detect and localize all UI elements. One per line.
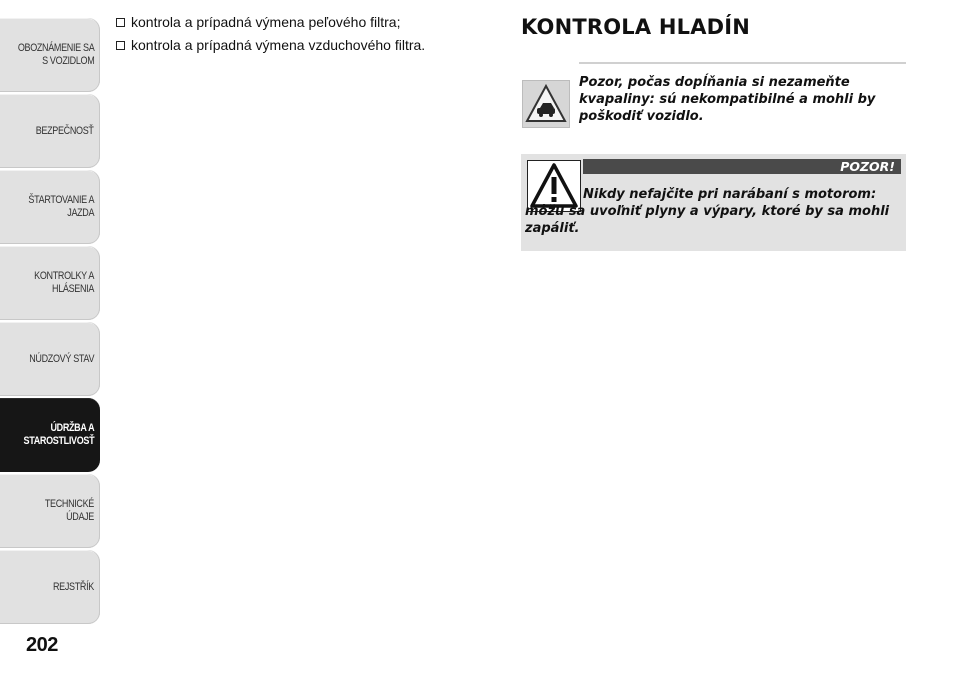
page-number: 202 (26, 634, 58, 656)
warning-box (521, 154, 906, 251)
tab-label: NÚDZOVÝ STAV (29, 352, 94, 365)
divider (579, 62, 906, 64)
warning-title: POZOR! (583, 159, 901, 174)
tab-label: ŠTARTOVANIE A JAZDA (28, 194, 94, 219)
list-item-text: kontrola a prípadná výmena vzduchového filtra. (131, 37, 426, 53)
right-column (521, 14, 906, 236)
tab-label: BEZPEČNOSŤ (36, 124, 94, 137)
tab-udrzba[interactable] (0, 398, 100, 472)
tab-label: ÚDRŽBA A STAROSTLIVOSŤ (23, 422, 94, 447)
tab-label: KONTROLKY A HLÁSENIA (34, 270, 94, 295)
checkbox-icon (116, 18, 125, 27)
tab-label: REJSTŘÍK (53, 580, 94, 593)
note-box (521, 74, 906, 136)
checkbox-icon (116, 41, 125, 50)
tab-bezpecnost[interactable] (0, 94, 100, 168)
tab-oboznamenie[interactable] (0, 18, 100, 92)
chapter-tabs (0, 18, 100, 626)
warning-text: Nikdy nefajčite pri narábaní s motorom: môžu sa uvoľniť plyny a výpary, ktoré by sa mohli zapáliť. (525, 187, 890, 236)
tab-nudzovy-stav[interactable] (0, 322, 100, 396)
list-item-text: kontrola a prípadná výmena peľového filtra; (131, 14, 401, 30)
list-item (116, 12, 496, 32)
note-text: Pozor, počas dopĺňania si nezameňte kvapaliny: sú nekompatibilné a mohli by poškodiť vozidlo. (579, 75, 876, 124)
tab-startovanie[interactable] (0, 170, 100, 244)
tab-label: OBOZNÁMENIE SA S VOZIDLOM (17, 42, 94, 67)
tab-kontrolky[interactable] (0, 246, 100, 320)
tab-rejstrik[interactable] (0, 550, 100, 624)
list-item (116, 35, 496, 55)
tab-technicke-udaje[interactable] (0, 474, 100, 548)
bullet-list (116, 12, 496, 58)
section-heading: KONTROLA HLADÍN (521, 15, 751, 39)
tab-label: TECHNICKÉ ÚDAJE (44, 498, 94, 523)
car-fluid-icon (522, 80, 570, 128)
